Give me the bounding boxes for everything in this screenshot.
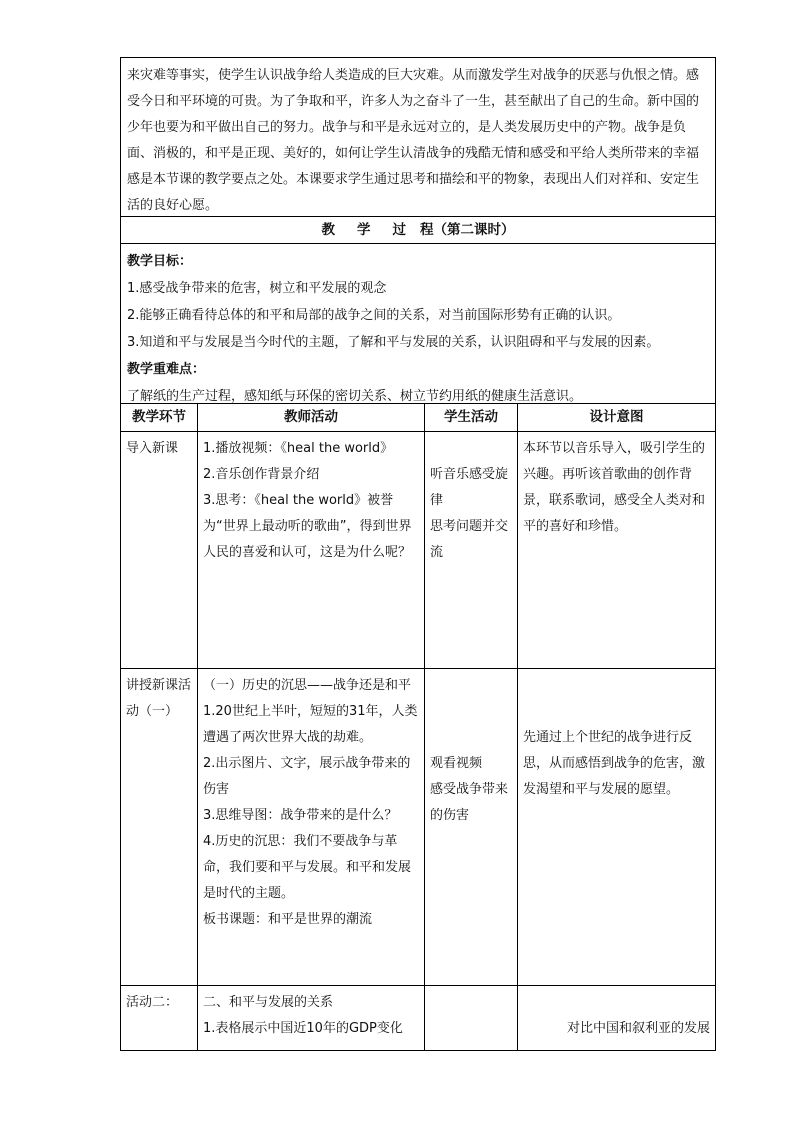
row3-intent: 对比中国和叙利亚的发展 [566, 1021, 710, 1036]
goal-item-3: 3.知道和平与发展是当今时代的主题，了解和平与发展的关系，认识阻碍和平与发展的因素。 [127, 335, 660, 350]
header-teacher: 教师活动 [198, 404, 425, 431]
row2-teacher-line: 4.历史的沉思：我们不要战争与革命，我们要和平与发展。和平和发展是时代的主题。 [203, 834, 412, 901]
row2-teacher [198, 669, 425, 985]
table-header-row [121, 404, 715, 432]
goals-block [121, 244, 715, 404]
row3-teacher [198, 986, 425, 1050]
section-title-part-c: 过 [392, 222, 406, 238]
key-text: 了解纸的生产过程，感知纸与环保的密切关系、树立节约用纸的健康生活意识。 [127, 389, 583, 404]
row1-student [425, 432, 518, 668]
intro-paragraph: 来灾难等事实，使学生认识战争给人类造成的巨大灾难。从而激发学生对战争的厌恶与仇恨之情。感受今日和平环境的可贵。为了争取和平，许多人为之奋斗了一生，甚至献出了自己的生命。新中国的少年也要为和平做出自己的努力。战争与和平是永远对立的，是人类发展历史中的产物。战争是负面、消极的，和平是正现、美好的，如何让学生认清战争的残酷无情和感受和平给人类所带来的幸福感是本节课的教学要点之处。本课要求学生通过思考和描绘和平的物象，表现出人们对祥和、安定生活的良好心愿。 [121, 58, 715, 217]
row1-intent: 本环节以音乐导入，吸引学生的兴趣。再听该首歌曲的创作背景，联系歌词，感受全人类对和平的喜好和珍惜。 [523, 441, 706, 534]
row2-teacher-line: 3.思维导图：战争带来的是什么？ [203, 808, 398, 823]
table-row [121, 669, 715, 986]
row1-teacher [198, 432, 425, 668]
row1-teacher-line: 3.思考：《heal the world》被誉为“世界上最动听的歌曲”，得到世界人民的喜爱和认可，这是为什么呢？ [203, 493, 412, 560]
lesson-plan-table [120, 57, 716, 1051]
row1-stage: 导入新课 [121, 432, 198, 668]
table-row [121, 432, 715, 669]
row3-teacher-line: 二、和平与发展的关系 [203, 995, 334, 1010]
row3-stage: 活动二： [121, 986, 198, 1050]
row2-teacher-line: 2.出示图片、文字，展示战争带来的伤害 [203, 756, 411, 797]
section-title-part-b: 学 [357, 222, 371, 238]
row1-student-line: 听音乐感受旋律 [430, 467, 509, 508]
section-title-part-d: 程（第二课时） [420, 222, 515, 238]
goal-item-1: 1.感受战争带来的危害，树立和平发展的观念 [127, 281, 387, 296]
section-title-part-a: 教 [321, 222, 335, 238]
row3-teacher-line: 1.表格展示中国近10年的GDP变化 [203, 1021, 403, 1036]
table-row [121, 986, 715, 1050]
row1-teacher-line: 2.音乐创作背景介绍 [203, 467, 320, 482]
header-stage: 教学环节 [121, 404, 198, 431]
section-title [121, 217, 715, 244]
row1-teacher-line: 1.播放视频：《heal the world》 [203, 441, 394, 456]
row2-student-line: 观看视频 [430, 756, 483, 771]
row2-teacher-line: （一）历史的沉思——战争还是和平 [203, 678, 412, 693]
row2-intent: 先通过上个世纪的战争进行反思，从而感悟到战争的危害，激发渴望和平与发展的愿望。 [523, 730, 706, 797]
header-student: 学生活动 [425, 404, 518, 431]
header-intent: 设计意图 [589, 409, 644, 425]
row2-stage: 讲授新课活动（一） [121, 669, 198, 985]
goal-heading: 教学目标： [127, 254, 193, 269]
row1-student-line: 思考问题并交流 [430, 519, 509, 560]
row2-student [425, 669, 518, 985]
row2-teacher-line: 板书课题：和平是世界的潮流 [203, 912, 373, 927]
goal-item-2: 2.能够正确看待总体的和平和局部的战争之间的关系，对当前国际形势有正确的认识。 [127, 308, 621, 323]
row2-student-line: 感受战争带来的伤害 [430, 782, 509, 823]
row2-teacher-line: 1.20世纪上半叶，短短的31年，人类遭遇了两次世界大战的劫难。 [203, 704, 418, 745]
key-heading: 教学重难点： [127, 362, 206, 377]
row3-student [425, 986, 518, 1050]
